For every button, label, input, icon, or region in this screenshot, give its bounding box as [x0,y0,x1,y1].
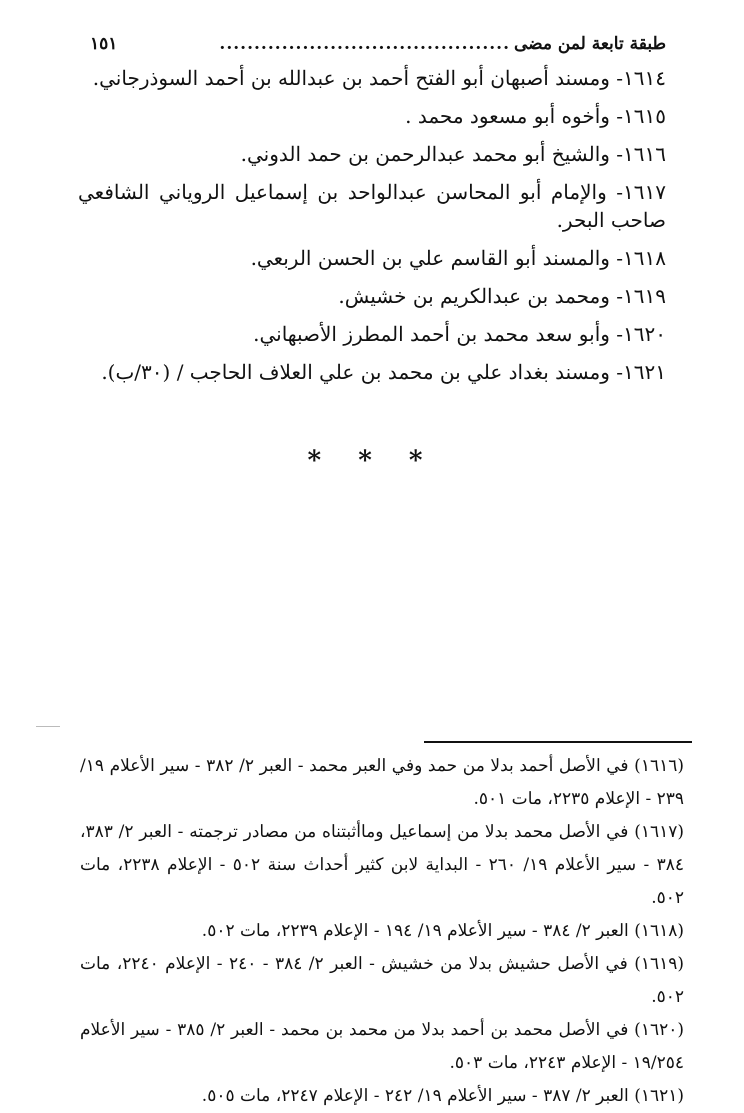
entry-text: - والمسند أبو القاسم علي بن الحسن الربعي. [250,246,624,270]
footnote-ref: (١٦١٨) [634,921,684,941]
footnote [80,1014,684,1080]
footnote [80,915,684,948]
footnote-text: في الأصل محمد بن أحمد بدلا من محمد بن محمد - العبر ٢/ ٣٨٥ - سير الأعلام ١٩/٢٥٤ - الإعلام ٢٢٤٣، مات ٥٠٣. [80,1020,684,1073]
entry-text: - والشيخ أبو محمد عبدالرحمن بن حمد الدوني. [240,142,624,166]
entry-number: ١٦١٥ [623,104,666,128]
footnote [80,948,684,1014]
footnote-rule [424,741,692,743]
footnote-ref: (١٦٢١) [634,1086,684,1106]
entry-number: ١٦١٨ [623,246,666,270]
footnote-text: العبر ٢/ ٣٨٧ - سير الأعلام ١٩/ ٢٤٢ - الإعلام ٢٢٤٧، مات ٥٠٥. [201,1086,635,1106]
entry-text: - ومسند بغداد علي بن محمد بن علي العلاف الحاجب / (٣٠/ب). [101,360,624,384]
entry [78,282,666,310]
section-separator: * * * [307,446,437,476]
footnote-text: العبر ٢/ ٣٨٤ - سير الأعلام ١٩/ ١٩٤ - الإعلام ٢٢٣٩، مات ٥٠٢. [201,921,635,941]
entry-text: - والإمام أبو المحاسن عبدالواحد بن إسماعيل الروياني الشافعي صاحب البحر. [78,180,666,232]
entry-text: - ومسند أصبهان أبو الفتح أحمد بن عبدالله بن أحمد السوذرجاني. [92,66,624,90]
footnote-ref: (١٦٢٠) [634,1020,684,1040]
entry [78,64,666,92]
footnote [80,1080,684,1113]
footnote [80,816,684,915]
entry-number: ١٦١٦ [623,142,666,166]
footnote-text: في الأصل محمد بدلا من إسماعيل وماأثبتناه من مصادر ترجمته - العبر ٢/ ٣٨٣، ٣٨٤ - سير الأعلام ١٩/ ٢٦٠ - البداية لابن كثير أحداث سنة ٥٠٢ - الإعلام ٢٢٣٨، مات ٥٠٢. [80,822,684,908]
entry [78,140,666,168]
entry-list [78,64,666,396]
entry-number: ١٦١٧ [623,180,666,204]
entry-number: ١٦٢٠ [623,322,666,346]
entry [78,244,666,272]
entry-number: ١٦٢١ [623,360,666,384]
entry-text: - وأبو سعد محمد بن أحمد المطرز الأصبهاني. [253,322,624,346]
entry-text: - وأخوه أبو مسعود محمد . [405,104,624,128]
footnote-ref: (١٦١٦) [634,756,684,776]
entry-text: - ومحمد بن عبدالكريم بن خشيش. [338,284,624,308]
footnote-text: في الأصل حشيش بدلا من خشيش - العبر ٢/ ٣٨٤ - ٢٤٠ - الإعلام ٢٢٤٠، مات ٥٠٢. [80,954,684,1007]
header-leader-dots: .......................................... [219,34,510,54]
page-number: ١٥١ [90,34,118,54]
footnote-ref: (١٦١٧) [634,822,684,842]
footnotes [80,750,684,1113]
header-title: طبقة تابعة لمن مضى [513,34,666,54]
entry [78,102,666,130]
entry-number: ١٦١٩ [623,284,666,308]
footnote [80,750,684,816]
footnote-text: في الأصل أحمد بدلا من حمد وفي العبر محمد - العبر ٢/ ٣٨٢ - سير الأعلام ١٩/ ٢٣٩ - الإعلام ٢٢٣٥، مات ٥٠١. [80,756,684,809]
entry [78,320,666,348]
margin-mark [36,726,60,727]
entry [78,358,666,386]
footnote-ref: (١٦١٩) [634,954,684,974]
entry-number: ١٦١٤ [623,66,666,90]
entry [78,178,666,234]
running-header [90,30,666,60]
